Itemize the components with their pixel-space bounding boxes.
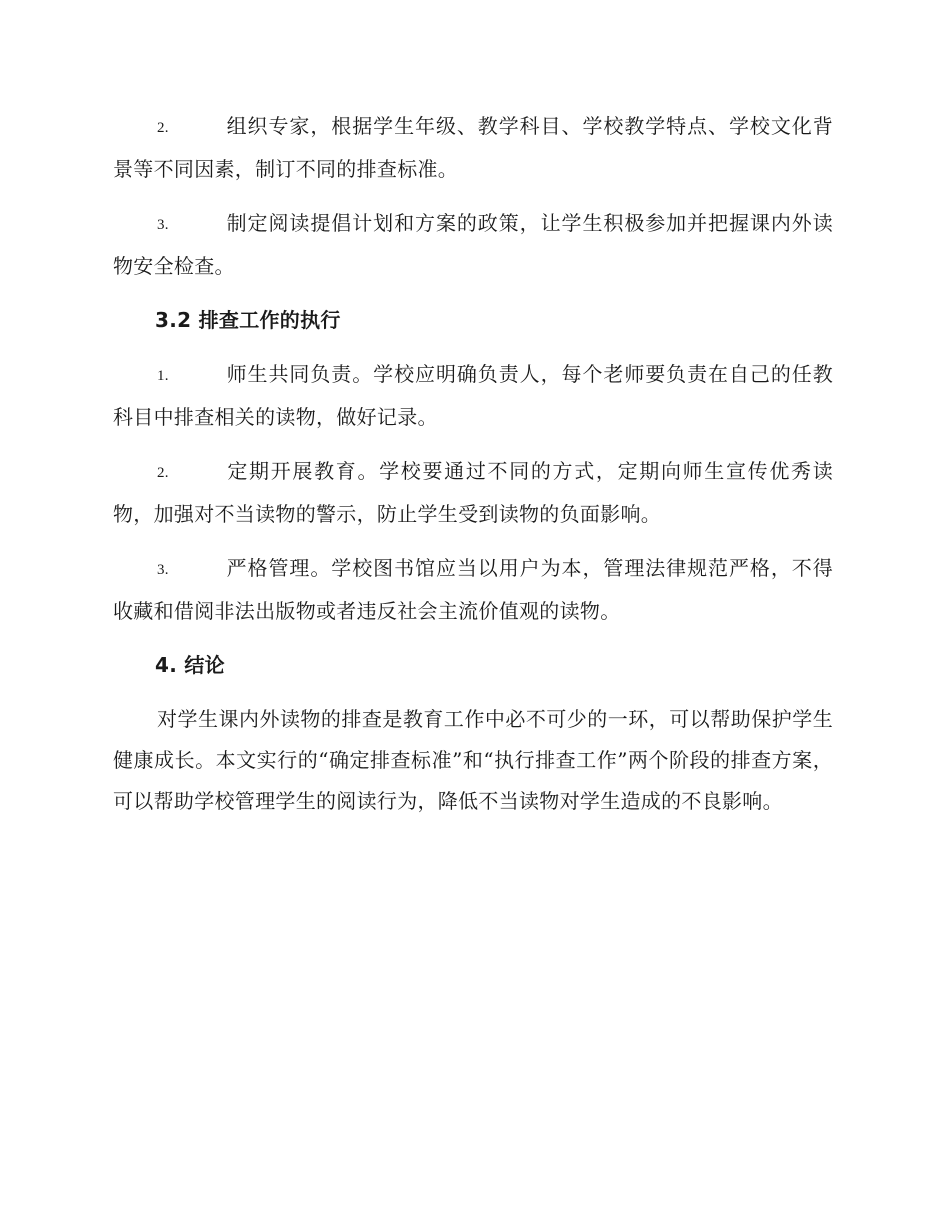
list-number: 3. [157,217,169,233]
list-item [113,548,833,632]
list-item [113,106,833,190]
list-item-text: 制定阅读提倡计划和方案的政策，让学生积极参加并把握课内外读物安全检查。 [113,211,833,278]
list-item-text: 严格管理。学校图书馆应当以用户为本，管理法律规范严格，不得收藏和借阅非法出版物或者违反社会主流价值观的读物。 [113,556,833,623]
section-heading-conclusion: 4. 结论 [155,653,225,677]
list-item [113,451,833,535]
list-item-text: 定期开展教育。学校要通过不同的方式，定期向师生宣传优秀读物，加强对不当读物的警示，防止学生受到读物的负面影响。 [113,459,833,526]
list-number: 2. [157,120,169,136]
section-heading-3-2: 3.2 排查工作的执行 [155,308,341,332]
document-page [113,106,833,835]
list-item-text: 师生共同负责。学校应明确负责人，每个老师要负责在自己的任教科目中排查相关的读物，做好记录。 [113,362,833,429]
list-number: 3. [157,562,169,578]
list-number: 2. [157,465,169,481]
conclusion-paragraph: 对学生课内外读物的排查是教育工作中必不可少的一环，可以帮助保护学生健康成长。本文实行的“确定排查标准”和“执行排查工作”两个阶段的排查方案，可以帮助学校管理学生的阅读行为，降低不当读物对学生造成的不良影响。 [113,707,833,813]
list-item [113,354,833,438]
list-item [113,203,833,287]
list-number: 1. [157,368,169,384]
list-item-text: 组织专家，根据学生年级、教学科目、学校教学特点、学校文化背景等不同因素，制订不同的排查标准。 [113,114,833,181]
